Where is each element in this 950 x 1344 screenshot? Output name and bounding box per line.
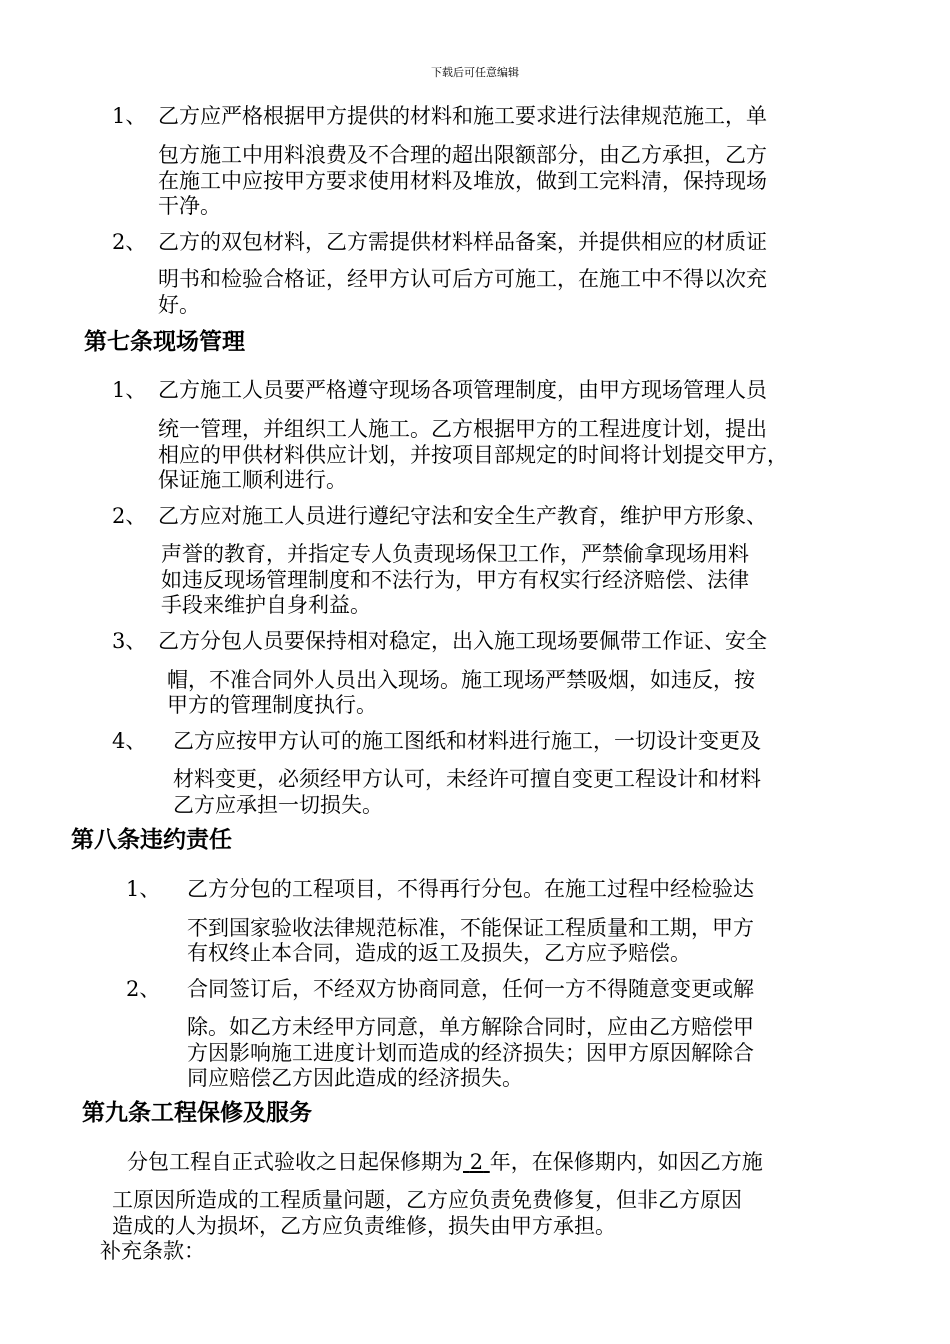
item-line: 好。 bbox=[158, 293, 200, 317]
item-line: 包方施工中用料浪费及不合理的超出限额部分，由乙方承担，乙方 bbox=[158, 143, 767, 167]
item-line: 帽，不准合同外人员出入现场。施工现场严禁吸烟，如违反，按 bbox=[167, 668, 755, 692]
section-8-title: 第八条违约责任 bbox=[71, 827, 232, 853]
item-line: 保证施工顺利进行。 bbox=[158, 468, 347, 492]
item-line: 相应的甲供材料供应计划，并按项目部规定的时间将计划提交甲方， bbox=[158, 443, 788, 467]
item-line: 有权终止本合同，造成的返工及损失，乙方应予赔偿。 bbox=[187, 941, 691, 965]
item-line: 明书和检验合格证，经甲方认可后方可施工，在施工中不得以次充 bbox=[158, 267, 767, 291]
item-line: 乙方应严格根据甲方提供的材料和施工要求进行法律规范施工，单 bbox=[158, 104, 767, 128]
item-number: 1、 bbox=[126, 877, 161, 901]
item-line: 在施工中应按甲方要求使用材料及堆放，做到工完料清，保持现场 bbox=[158, 169, 767, 193]
supplementary-clauses-label: 补充条款： bbox=[100, 1239, 205, 1263]
item-line: 声誉的教育，并指定专人负责现场保卫工作，严禁偷拿现场用料 bbox=[161, 542, 749, 566]
item-number: 4、 bbox=[112, 729, 147, 753]
item-line: 同应赔偿乙方因此造成的经济损失。 bbox=[187, 1066, 523, 1090]
page-header: 下载后可任意编辑 bbox=[431, 66, 519, 79]
warranty-years: 2 bbox=[469, 1150, 484, 1174]
item-line: 乙方施工人员要严格遵守现场各项管理制度，由甲方现场管理人员 bbox=[158, 378, 767, 402]
section-9-title: 第九条工程保修及服务 bbox=[82, 1100, 312, 1126]
item-line: 不到国家验收法律规范标准，不能保证工程质量和工期，甲方 bbox=[187, 916, 754, 940]
item-line: 如违反现场管理制度和不法行为，甲方有权实行经济赔偿、法律 bbox=[161, 568, 749, 592]
item-line: 手段来维护自身利益。 bbox=[161, 593, 371, 617]
item-line: 乙方分包人员要保持相对稳定，出入施工现场要佩带工作证、安全 bbox=[158, 629, 767, 653]
item-number: 2、 bbox=[126, 977, 161, 1001]
item-line: 乙方应对施工人员进行遵纪守法和安全生产教育，维护甲方形象、 bbox=[158, 504, 767, 528]
item-line: 乙方的双包材料，乙方需提供材料样品备案，并提供相应的材质证 bbox=[158, 230, 767, 254]
item-line: 方因影响施工进度计划而造成的经济损失；因甲方原因解除合 bbox=[187, 1041, 754, 1065]
item-line: 乙方应按甲方认可的施工图纸和材料进行施工，一切设计变更及 bbox=[173, 729, 761, 753]
item-number: 3、 bbox=[112, 629, 147, 653]
paragraph-line: 造成的人为损坏，乙方应负责维修，损失由甲方承担。 bbox=[112, 1214, 616, 1238]
item-line: 乙方应承担一切损失。 bbox=[173, 793, 383, 817]
item-number: 1、 bbox=[112, 104, 147, 128]
item-line: 合同签订后，不经双方协商同意，任何一方不得随意变更或解 bbox=[187, 977, 754, 1001]
item-number: 2、 bbox=[112, 504, 147, 528]
paragraph-first-line bbox=[127, 1148, 763, 1177]
section-7-title: 第七条现场管理 bbox=[84, 329, 245, 355]
paragraph-line: 工原因所造成的工程质量问题，乙方应负责免费修复，但非乙方原因 bbox=[112, 1188, 742, 1212]
paragraph-text: 年，在保修期内，如因乙方施 bbox=[489, 1150, 763, 1174]
item-number: 2、 bbox=[112, 230, 147, 254]
paragraph-text: 分包工程自正式验收之日起保修期为 bbox=[127, 1150, 463, 1174]
item-number: 1、 bbox=[112, 378, 147, 402]
item-line: 除。如乙方未经甲方同意，单方解除合同时，应由乙方赔偿甲 bbox=[187, 1015, 754, 1039]
item-line: 甲方的管理制度执行。 bbox=[167, 693, 377, 717]
item-line: 乙方分包的工程项目，不得再行分包。在施工过程中经检验达 bbox=[187, 877, 754, 901]
item-line: 材料变更，必须经甲方认可，未经许可擅自变更工程设计和材料 bbox=[173, 767, 761, 791]
item-line: 统一管理，并组织工人施工。乙方根据甲方的工程进度计划，提出 bbox=[158, 417, 767, 441]
item-line: 干净。 bbox=[158, 194, 221, 218]
